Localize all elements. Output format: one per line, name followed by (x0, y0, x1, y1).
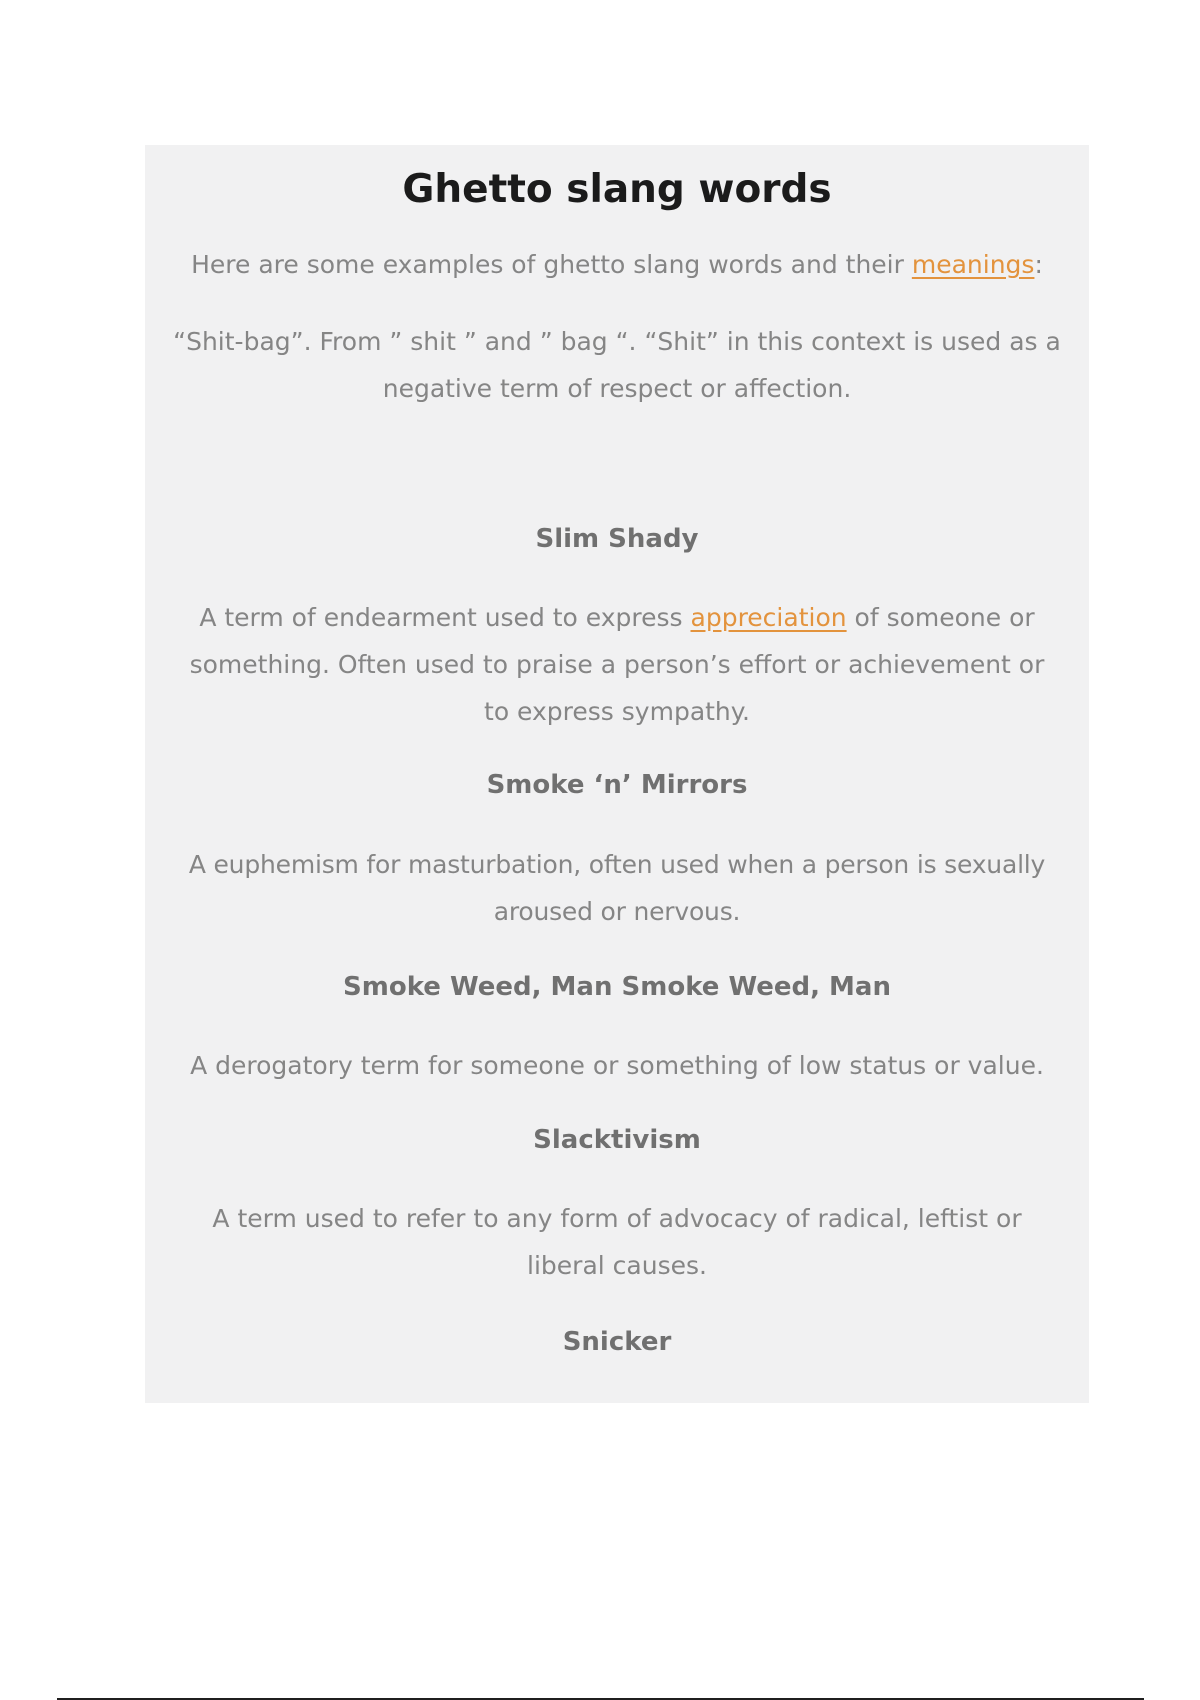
definition-line: A term used to refer to any form of advocacy of radical, leftist or (212, 1204, 1022, 1233)
definition-line: liberal causes. (527, 1251, 707, 1280)
definition-text: of someone or (846, 603, 1035, 632)
intro-colon: : (1034, 250, 1043, 279)
appreciation-link[interactable]: appreciation (690, 603, 847, 632)
shitbag-line-1: “Shit-bag”. From ” shit ” and ” bag “. “Shit” in this context is used as a (173, 327, 1061, 356)
page-title: Ghetto slang words (402, 167, 832, 212)
term-heading-slim-shady: Slim Shady (535, 524, 699, 554)
definition-smoke-n-mirrors (135, 841, 1099, 935)
definition-text: A term of endearment used to express (199, 603, 691, 632)
definition-line: A derogatory term for someone or something of low status or value. (190, 1051, 1044, 1080)
definition-line: something. Often used to praise a person’s effort or achievement or (189, 650, 1045, 679)
intro-text: Here are some examples of ghetto slang words and their (191, 250, 912, 279)
definition-line: to express sympathy. (484, 697, 750, 726)
term-heading-slacktivism: Slacktivism (533, 1125, 701, 1155)
definition-slacktivism (145, 1195, 1089, 1289)
definition-smoke-weed (145, 1042, 1089, 1089)
article-panel (145, 145, 1089, 1403)
shitbag-line-2: negative term of respect or affection. (382, 374, 852, 403)
definition-line: A euphemism for masturbation, often used when a person is sexually (188, 850, 1046, 879)
term-heading-smoke-weed: Smoke Weed, Man Smoke Weed, Man (343, 972, 891, 1002)
term-heading-smoke-n-mirrors: Smoke ‘n’ Mirrors (486, 770, 748, 800)
intro-paragraph (145, 241, 1089, 288)
definition-line: aroused or nervous. (493, 897, 741, 926)
term-heading-snicker: Snicker (562, 1327, 672, 1357)
meanings-link[interactable]: meanings (911, 250, 1035, 279)
definition-slim-shady (145, 594, 1089, 735)
definition-line (145, 594, 1089, 641)
shitbag-paragraph (145, 318, 1089, 412)
